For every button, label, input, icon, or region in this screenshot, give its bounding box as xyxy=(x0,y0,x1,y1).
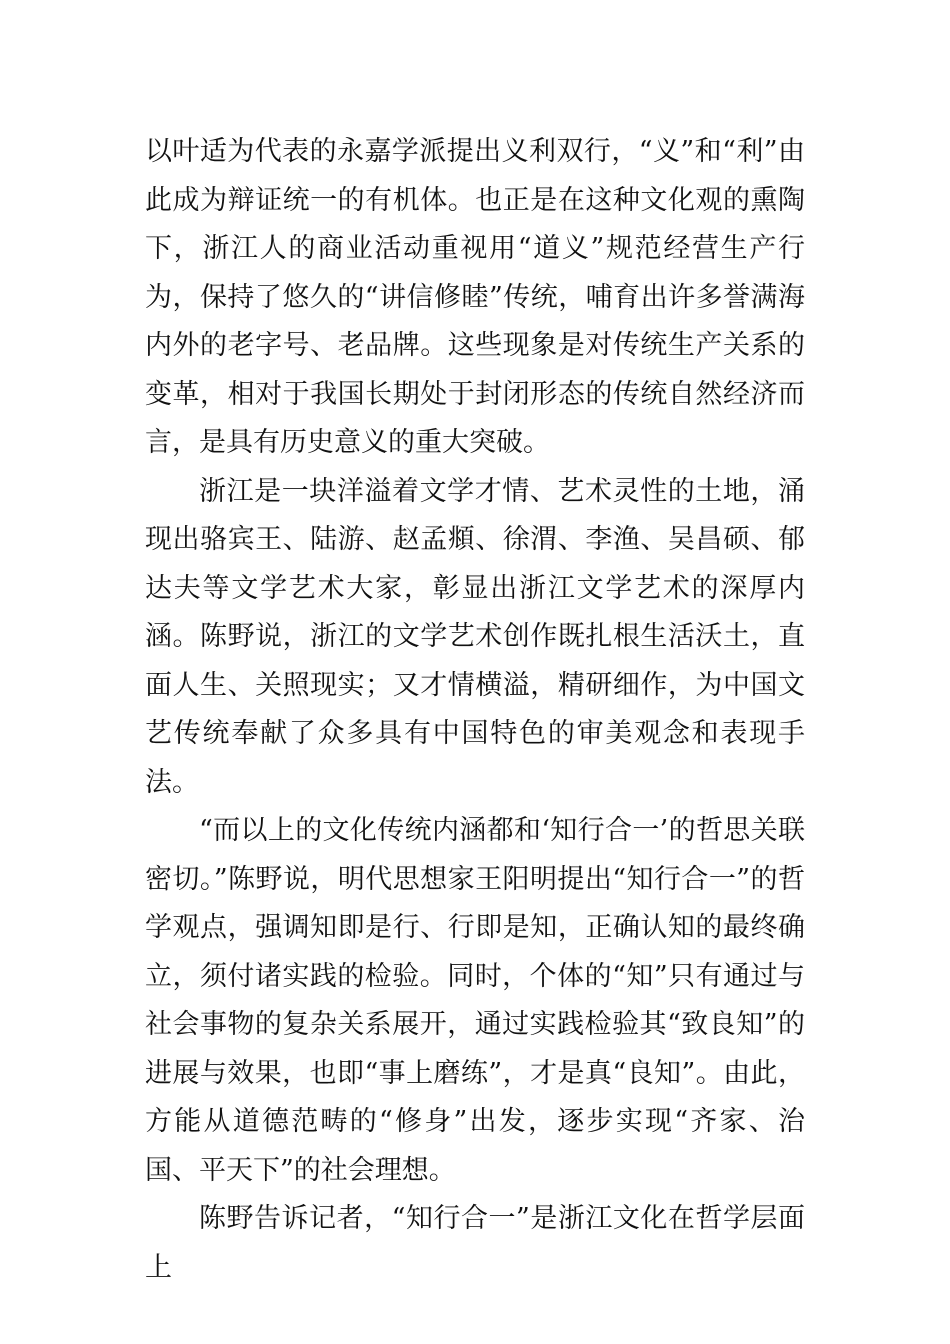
article-body xyxy=(145,128,805,1292)
paragraph-2: 浙江是一块洋溢着文学才情、艺术灵性的土地，涌现出骆宾王、陆游、赵孟頫、徐渭、李渔、吴昌硕、郁达夫等文学艺术大家，彰显出浙江文学艺术的深厚内涵。陈野说，浙江的文学艺术创作既扎根生活沃土，直面人生、关照现实；又才情横溢，精研细作，为中国文艺传统奉献了众多具有中国特色的审美观念和表现手法。 xyxy=(145,475,805,798)
paragraph-4: 陈野告诉记者，“知行合一”是浙江文化在哲学层面上 xyxy=(145,1203,805,1283)
paragraph-3: “而以上的文化传统内涵都和‘知行合一’的哲思关联密切。”陈野说，明代思想家王阳明提出“知行合一”的哲学观点，强调知即是行、行即是知，正确认知的最终确立，须付诸实践的检验。同时，个体的“知”只有通过与社会事物的复杂关系展开，通过实践检验其“致良知”的进展与效果，也即“事上磨练”，才是真“良知”。由此，方能从道德范畴的“修身”出发，逐步实现“齐家、治国、平天下”的社会理想。 xyxy=(145,815,805,1186)
paragraph-1: 以叶适为代表的永嘉学派提出义利双行，“义”和“利”由此成为辩证统一的有机体。也正是在这种文化观的熏陶下，浙江人的商业活动重视用“道义”规范经营生产行为，保持了悠久的“讲信修睦”传统，哺育出许多誉满海内外的老字号、老品牌。这些现象是对传统生产关系的变革，相对于我国长期处于封闭形态的传统自然经济而言，是具有历史意义的重大突破。 xyxy=(145,136,805,458)
